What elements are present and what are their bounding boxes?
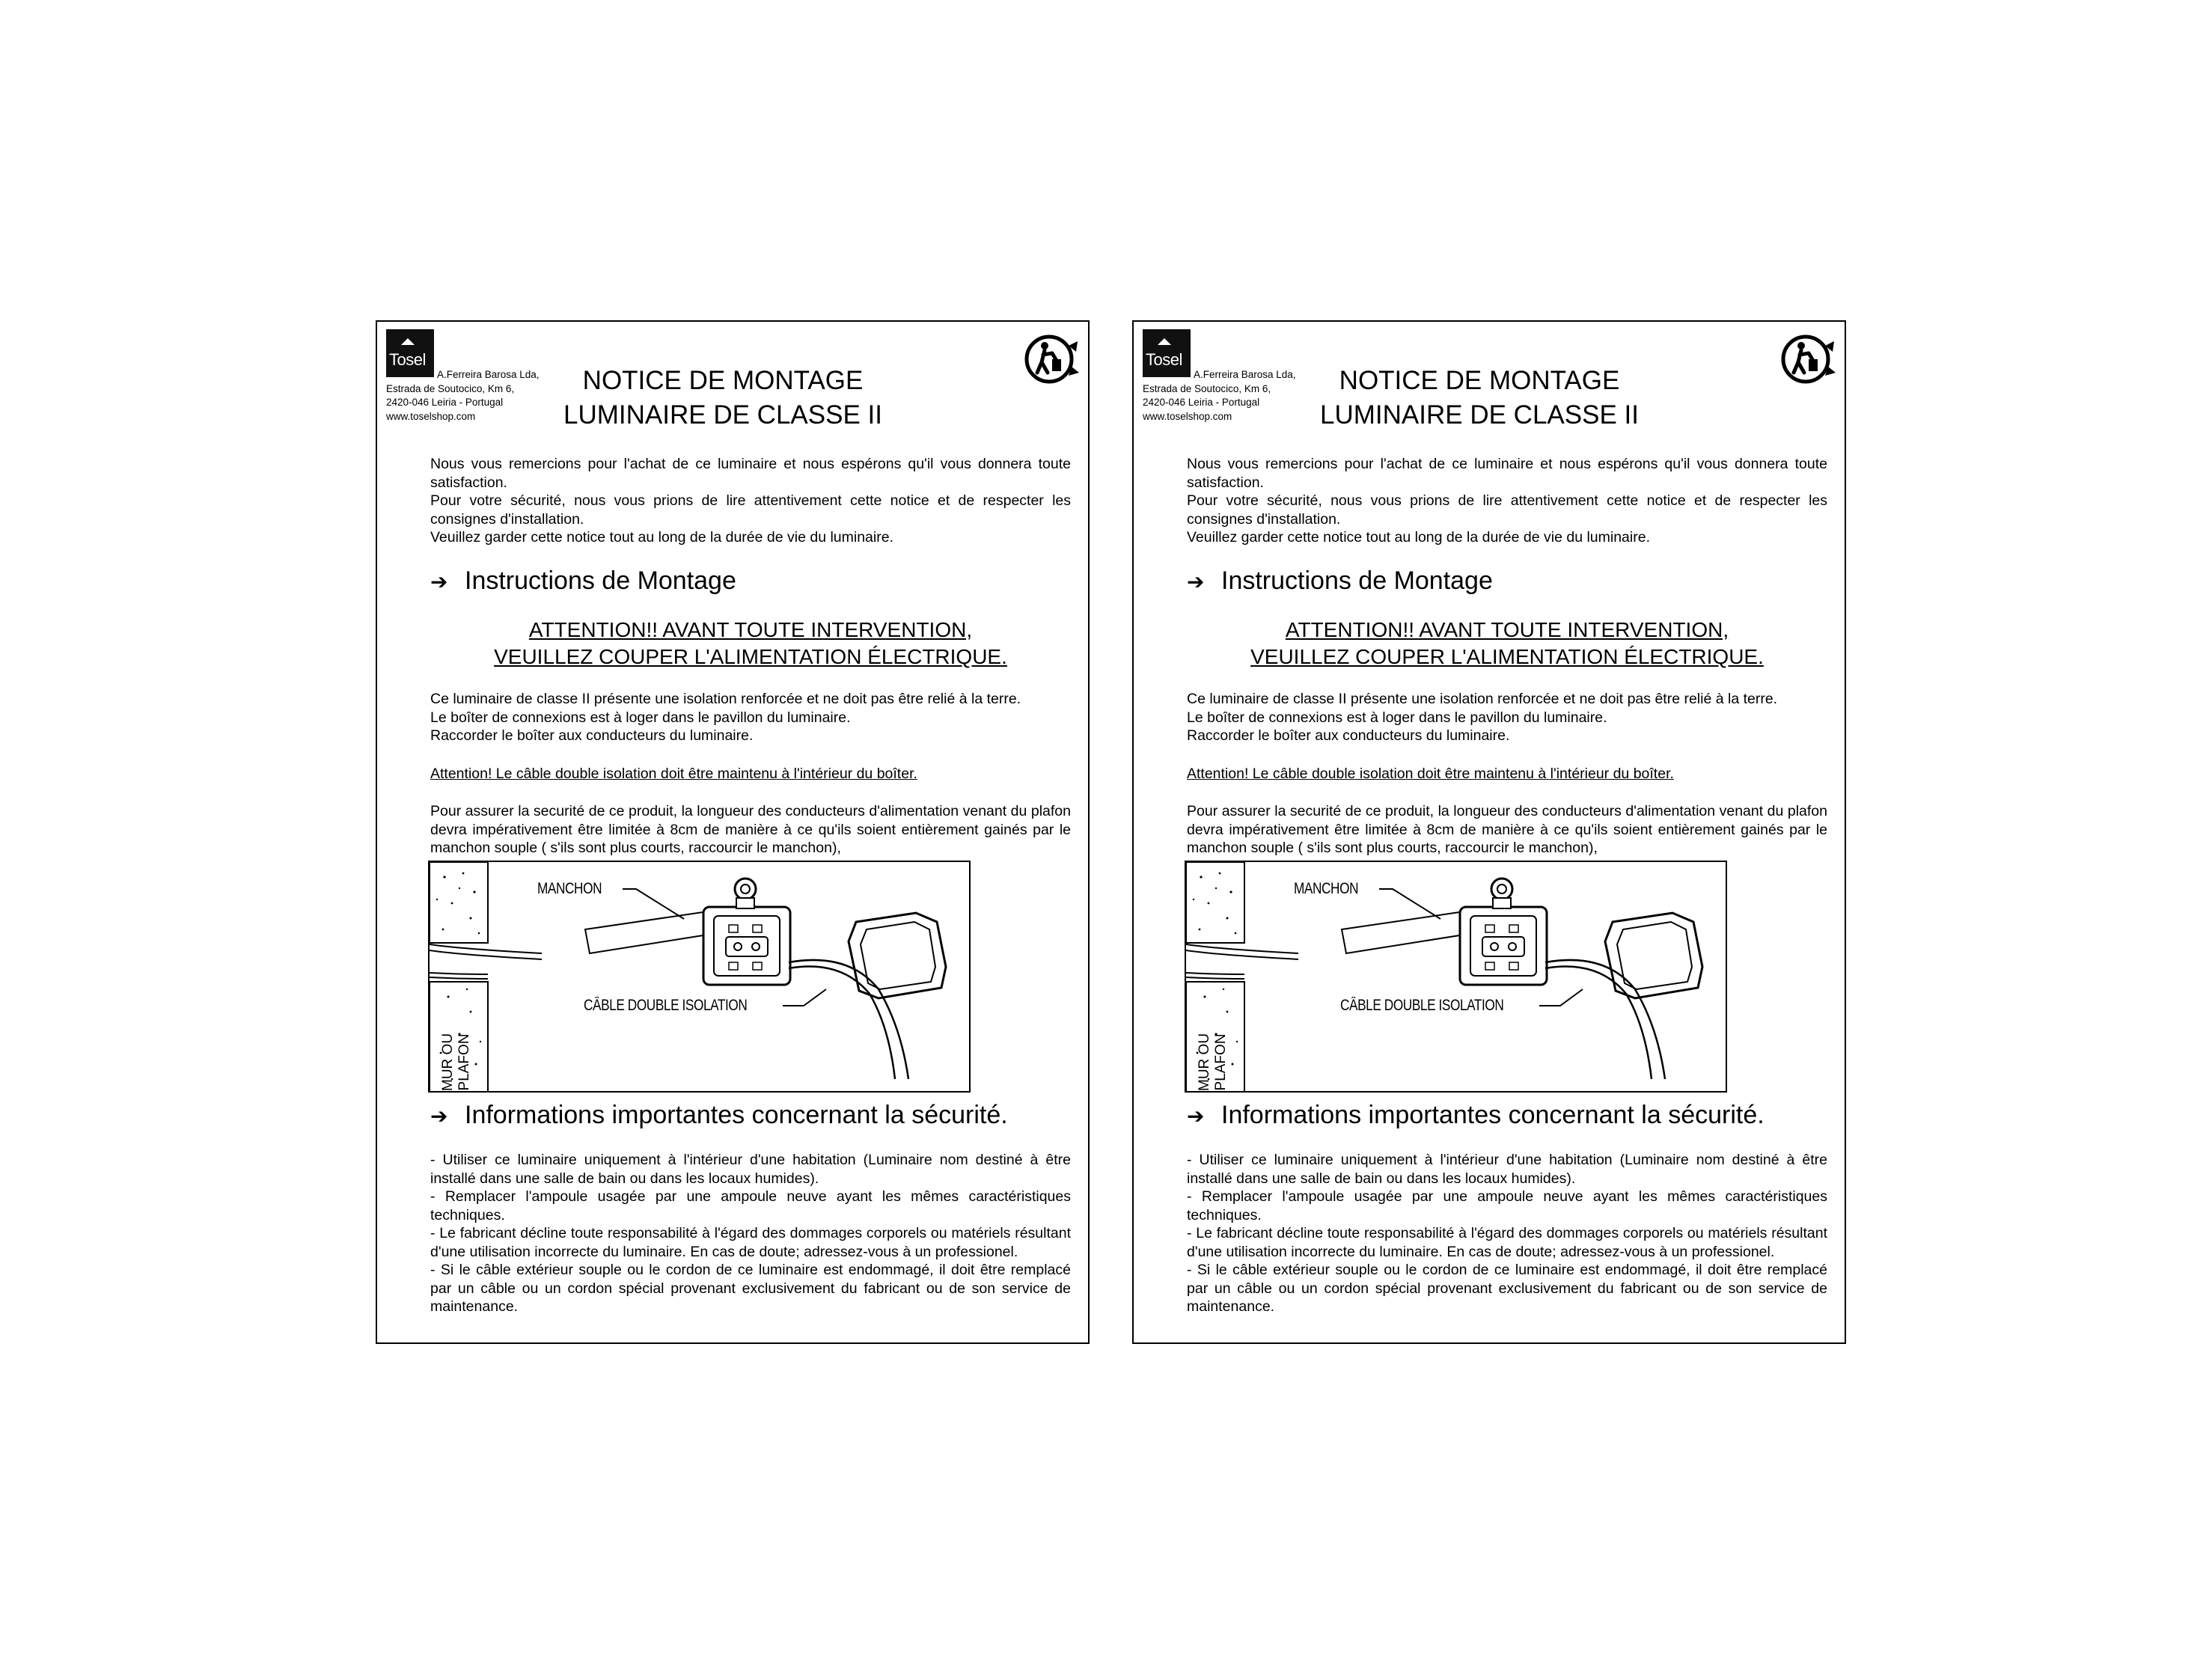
classe-line-2: Le boîter de connexions est à loger dans le pavillon du luminaire.: [430, 709, 851, 726]
label-mur-plafon: [1197, 1033, 1229, 1091]
safety-item-1: - Utiliser ce luminaire uniquement à l'intérieur d'une habitation (Luminaire nom destiné à être installé dans une salle de bain ou dans les locaux humides).: [430, 1152, 1071, 1187]
classe-text: [1187, 690, 1827, 745]
securite-text: [430, 802, 1071, 858]
intro-para-1: Nous vous remercions pour l'achat de ce luminaire et nous espérons qu'il vous donnera toute satisfaction.: [1187, 456, 1827, 491]
title-line-1: NOTICE DE MONTAGE: [1339, 366, 1620, 395]
wiring-drawing: [1186, 862, 1727, 1093]
recycle-person-icon: [1022, 331, 1081, 389]
safety-item-3: - Le fabricant décline toute responsabilité à l'égard des dommages corporels ou matériels résultant d'une utilisation incorrecte du luminaire. En cas de doute; adressez-vous à un professionel.: [430, 1225, 1071, 1260]
intro-para-3: Veuillez garder cette notice tout au long de la durée de vie du luminaire.: [1187, 529, 1650, 546]
company-city: 2420-046 Leiria - Portugal: [386, 397, 504, 408]
attention-line-2: VEUILLEZ COUPER L'ALIMENTATION ÉLECTRIQUE.: [494, 645, 1007, 668]
section-instructions: [430, 566, 736, 597]
safety-item-2: - Remplacer l'ampoule usagée par une ampoule neuve ayant les mêmes caractéristiques techniques.: [1187, 1188, 1827, 1223]
manchon-sleeve: [1342, 911, 1469, 953]
label-mur-plafon: [440, 1033, 473, 1091]
label-manchon: MANCHON: [537, 880, 602, 897]
section-instructions-title: Instructions de Montage: [465, 566, 736, 595]
attention-line-1: ATTENTION!! AVANT TOUTE INTERVENTION,: [1285, 618, 1729, 641]
safety-text: [430, 1151, 1071, 1316]
notice-panel-left: [376, 320, 1090, 1344]
safety-item-1: - Utiliser ce luminaire uniquement à l'intérieur d'une habitation (Luminaire nom destiné à être installé dans une salle de bain ou dans les locaux humides).: [1187, 1152, 1827, 1187]
label-mur: MUR OU: [1197, 1033, 1212, 1091]
logo-text: Tosel: [1146, 350, 1182, 369]
securite-para: Pour assurer la securité de ce produit, la longueur des conducteurs d'alimentation venant du plafon devra impérativement être limitée à 8cm de manière à ce qu'ils soient entièrement gainés par le manchon souple ( s'ils sont plus courts, raccourcir le manchon),: [430, 803, 1071, 856]
label-mur: MUR OU: [440, 1033, 456, 1091]
cable-warning-text: Attention! Le câble double isolation doit être maintenu à l'intérieur du boîter.: [1187, 766, 1674, 782]
company-street: Estrada de Soutocico, Km 6,: [386, 382, 515, 394]
intro-text: [1187, 455, 1827, 547]
title-line-2: LUMINAIRE DE CLASSE II: [563, 400, 882, 430]
cable-warning: [1187, 765, 1827, 783]
wall-top: [1186, 862, 1244, 943]
section-securite-title: Informations importantes concernant la sécurité.: [1221, 1101, 1765, 1129]
company-city: 2420-046 Leiria - Portugal: [1143, 397, 1260, 408]
safety-item-4: - Si le câble extérieur souple ou le cordon de ce luminaire est endommagé, il doit être remplacé par un câble ou un cordon spécial provenant exclusivement du fabricant ou de son service de maintenance.: [1187, 1262, 1827, 1315]
intro-para-1: Nous vous remercions pour l'achat de ce luminaire et nous espérons qu'il vous donnera toute satisfaction.: [430, 456, 1071, 491]
notice-title: [1265, 364, 1694, 433]
section-instructions-title: Instructions de Montage: [1221, 566, 1493, 595]
house-roof-icon: [401, 338, 415, 345]
notice-title: [508, 364, 938, 433]
company-name: A.Ferreira Barosa Lda,: [1194, 369, 1296, 380]
company-website: www.toselshop.com: [386, 410, 476, 422]
safety-text: [1187, 1151, 1827, 1316]
cable-warning-text: Attention! Le câble double isolation doit être maintenu à l'intérieur du boîter.: [430, 766, 917, 782]
label-plafon: PLAFON: [1213, 1033, 1229, 1091]
section-securite: [1187, 1100, 1765, 1131]
safety-item-4: - Si le câble extérieur souple ou le cordon de ce luminaire est endommagé, il doit être remplacé par un câble ou un cordon spécial provenant exclusivement du fabricant ou de son service de maintenance.: [430, 1262, 1071, 1315]
company-website: www.toselshop.com: [1143, 410, 1232, 422]
classe-line-2: Le boîter de connexions est à loger dans le pavillon du luminaire.: [1187, 709, 1607, 726]
title-line-2: LUMINAIRE DE CLASSE II: [1320, 400, 1639, 430]
section-instructions: [1187, 566, 1493, 597]
company-street: Estrada de Soutocico, Km 6,: [1143, 382, 1271, 394]
wiring-diagram: [428, 861, 971, 1093]
wiring-drawing: [430, 862, 971, 1093]
wall-top: [430, 862, 488, 943]
house-roof-icon: [1158, 338, 1171, 345]
arrow-right-icon: ➔: [430, 570, 448, 594]
notice-panel-right: [1132, 320, 1846, 1344]
intro-para-2: Pour votre sécurité, nous vous prions de lire attentivement cette notice et de respecter les consignes d'installation.: [1187, 492, 1827, 528]
safety-item-3: - Le fabricant décline toute responsabilité à l'égard des dommages corporels ou matériels résultant d'une utilisation incorrecte du luminaire. En cas de doute; adressez-vous à un professionel.: [1187, 1225, 1827, 1260]
safety-item-2: - Remplacer l'ampoule usagée par une ampoule neuve ayant les mêmes caractéristiques techniques.: [430, 1188, 1071, 1223]
securite-text: [1187, 802, 1827, 858]
title-line-1: NOTICE DE MONTAGE: [582, 366, 864, 395]
arrow-right-icon: ➔: [1187, 1105, 1205, 1128]
attention-line-1: ATTENTION!! AVANT TOUTE INTERVENTION,: [528, 618, 973, 641]
attention-warning: [1187, 617, 1827, 670]
company-name: A.Ferreira Barosa Lda,: [437, 369, 540, 380]
classe-line-3: Raccorder le boîter aux conducteurs du luminaire.: [1187, 727, 1510, 744]
attention-line-2: VEUILLEZ COUPER L'ALIMENTATION ÉLECTRIQUE.: [1250, 645, 1764, 668]
label-cable-double-isolation: CÂBLE DOUBLE ISOLATION: [1340, 997, 1504, 1014]
manchon-sleeve: [585, 911, 712, 953]
arrow-right-icon: ➔: [430, 1105, 448, 1128]
label-plafon: PLAFON: [456, 1033, 472, 1091]
intro-text: [430, 455, 1071, 547]
cable-warning: [430, 765, 1071, 783]
section-securite: [430, 1100, 1008, 1131]
logo-text: Tosel: [389, 350, 426, 369]
classe-line-1: Ce luminaire de classe II présente une isolation renforcée et ne doit pas être relié à la terre.: [1187, 691, 1778, 707]
label-cable-double-isolation: CÂBLE DOUBLE ISOLATION: [584, 997, 748, 1014]
classe-line-1: Ce luminaire de classe II présente une isolation renforcée et ne doit pas être relié à la terre.: [430, 691, 1021, 707]
classe-text: [430, 690, 1071, 745]
intro-para-2: Pour votre sécurité, nous vous prions de lire attentivement cette notice et de respecter les consignes d'installation.: [430, 492, 1071, 528]
intro-para-3: Veuillez garder cette notice tout au long de la durée de vie du luminaire.: [430, 529, 893, 546]
recycle-person-icon: [1779, 331, 1837, 389]
wiring-diagram: [1185, 861, 1727, 1093]
section-securite-title: Informations importantes concernant la sécurité.: [465, 1101, 1008, 1129]
classe-line-3: Raccorder le boîter aux conducteurs du luminaire.: [430, 727, 754, 744]
arrow-right-icon: ➔: [1187, 570, 1205, 594]
label-manchon: MANCHON: [1294, 880, 1359, 897]
attention-warning: [430, 617, 1071, 670]
securite-para: Pour assurer la securité de ce produit, la longueur des conducteurs d'alimentation venant du plafon devra impérativement être limitée à 8cm de manière à ce qu'ils soient entièrement gainés par le manchon souple ( s'ils sont plus courts, raccourcir le manchon),: [1187, 803, 1827, 856]
